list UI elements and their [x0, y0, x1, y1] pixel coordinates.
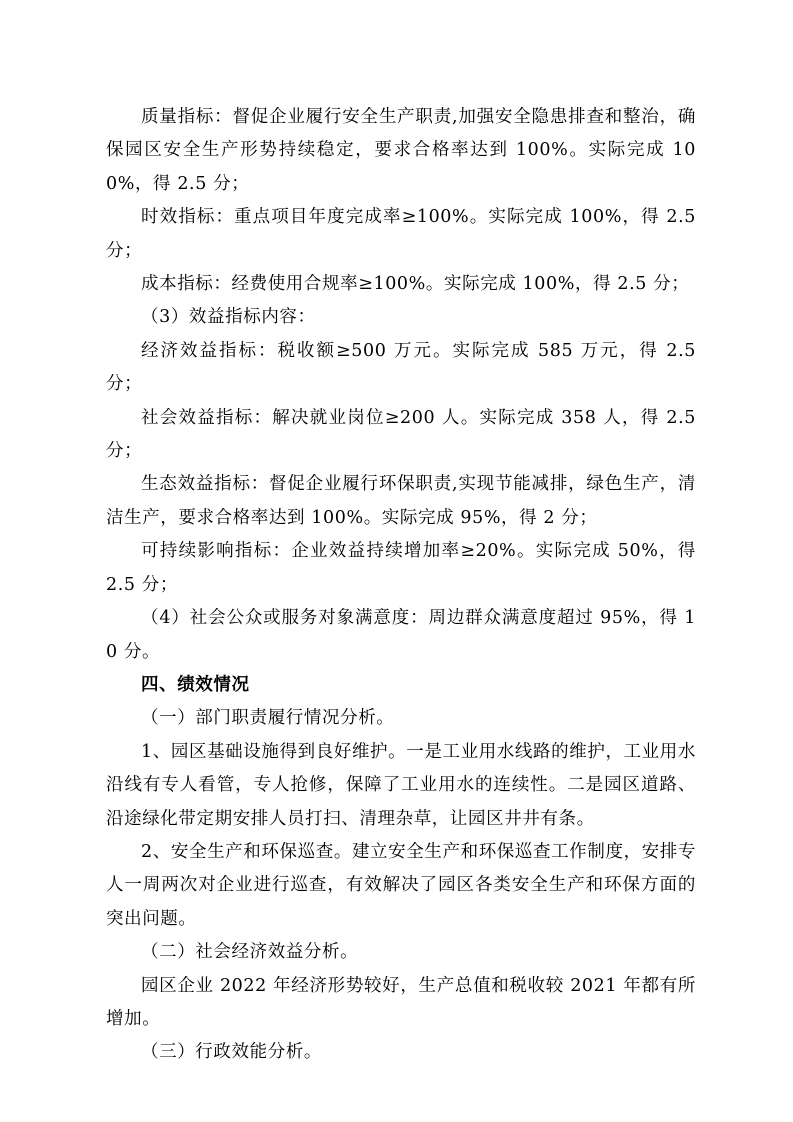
safety-inspection-paragraph: 2、安全生产和环保巡查。建立安全生产和环保巡查工作制度，安排专人一周两次对企业进行巡查，有效解决了园区各类安全生产和环保方面的突出问题。: [106, 841, 696, 929]
section-heading-performance: 四、绩效情况: [141, 674, 250, 695]
satisfaction-paragraph: （4）社会公众或服务对象满意度：周边群众满意度超过 95%，得 10 分。: [106, 608, 696, 662]
timeliness-indicator-paragraph: 时效指标：重点项目年度完成率≥100%。实际完成 100%，得 2.5 分；: [106, 207, 696, 261]
subsection-duty-analysis: （一）部门职责履行情况分析。: [141, 708, 395, 729]
document-body: [106, 101, 696, 1070]
subsection-economic-analysis: （二）社会经济效益分析。: [141, 942, 359, 963]
quality-indicator-paragraph: 质量指标：督促企业履行安全生产职责,加强安全隐患排查和整治，确保园区安全生产形势持续稳定，要求合格率达到 100%。实际完成 100%，得 2.5 分；: [106, 107, 696, 194]
social-benefit-paragraph: 社会效益指标：解决就业岗位≥200 人。实际完成 358 人，得 2.5 分；: [106, 407, 696, 462]
infrastructure-paragraph: 1、园区基础设施得到良好维护。一是工业用水线路的维护，工业用水沿线有专人看管，专人抢修，保障了工业用水的连续性。二是园区道路、沿途绿化带定期安排人员打扫、清理杂草，让园区井井有条。: [106, 741, 696, 829]
economic-benefit-paragraph: 经济效益指标：税收额≥500 万元。实际完成 585 万元，得 2.5 分；: [106, 340, 696, 395]
benefit-indicator-subheading: （3）效益指标内容：: [141, 307, 316, 328]
ecological-benefit-paragraph: 生态效益指标：督促企业履行环保职责,实现节能减排，绿色生产，清洁生产，要求合格率达到 100%。实际完成 95%，得 2 分；: [106, 474, 696, 528]
economic-situation-paragraph: 园区企业 2022 年经济形势较好，生产总值和税收较 2021 年都有所增加。: [106, 975, 696, 1029]
sustainability-indicator-paragraph: 可持续影响指标：企业效益持续增加率≥20%。实际完成 50%，得 2.5 分；: [106, 541, 696, 595]
subsection-efficiency-analysis: （三）行政效能分析。: [141, 1042, 322, 1063]
cost-indicator-paragraph: 成本指标：经费使用合规率≥100%。实际完成 100%，得 2.5 分；: [141, 274, 690, 295]
